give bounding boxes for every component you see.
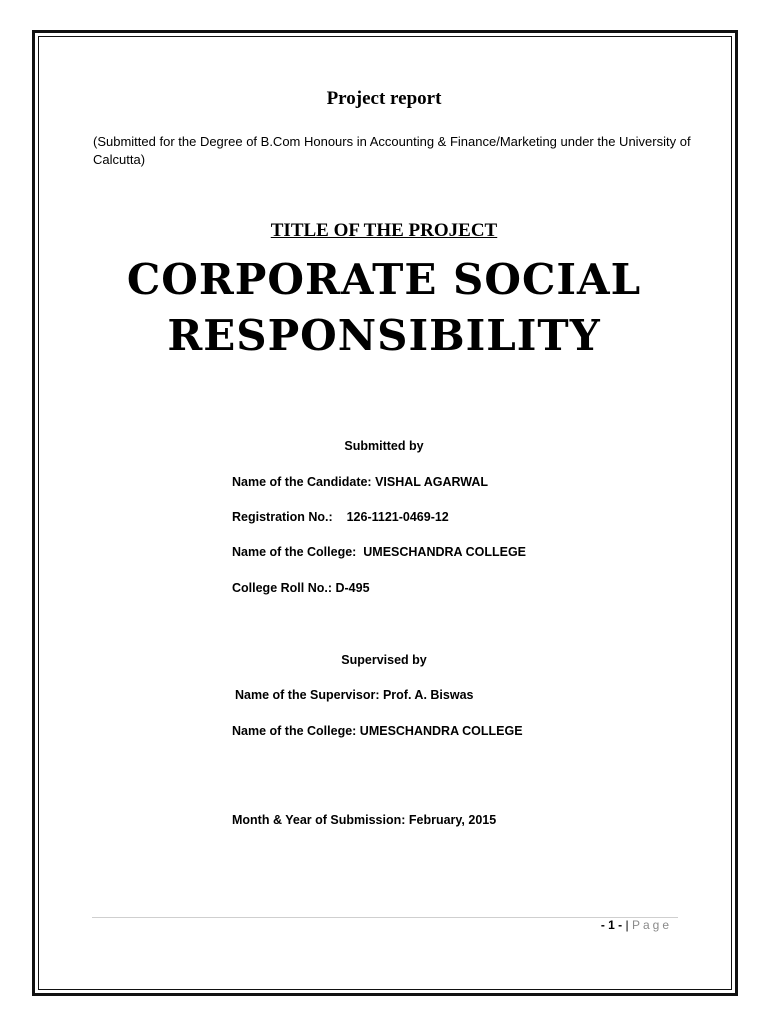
candidate-name: Name of the Candidate: VISHAL AGARWAL [232, 475, 489, 489]
page-footer [601, 918, 672, 932]
submission-date: Month & Year of Submission: February, 2015 [232, 813, 497, 827]
supervised-by-label: Supervised by [341, 653, 427, 667]
registration-number: Registration No.: 126-1121-0469-12 [232, 510, 449, 524]
report-heading: Project report [326, 88, 442, 109]
project-title-line-2: RESPONSIBILITY [167, 311, 601, 360]
footer-separator: | [625, 918, 629, 932]
project-title-label: TITLE OF THE PROJECT [270, 220, 498, 241]
footer-divider [92, 917, 678, 918]
page-word: Page [631, 918, 672, 932]
college-roll-number: College Roll No.: D-495 [232, 581, 370, 595]
project-title-line-1: CORPORATE SOCIAL [126, 255, 642, 304]
submission-note: (Submitted for the Degree of B.Com Honours in Accounting & Finance/Marketing under the University of Calcutta) [93, 134, 691, 167]
submitted-by-label: Submitted by [344, 439, 424, 453]
page-number: - 1 - [600, 918, 623, 932]
supervisor-name: Name of the Supervisor: Prof. A. Biswas [235, 688, 474, 702]
project-title [0, 252, 768, 364]
supervisor-college-name: Name of the College: UMESCHANDRA COLLEGE [232, 724, 523, 738]
college-name: Name of the College: UMESCHANDRA COLLEGE [232, 545, 527, 559]
